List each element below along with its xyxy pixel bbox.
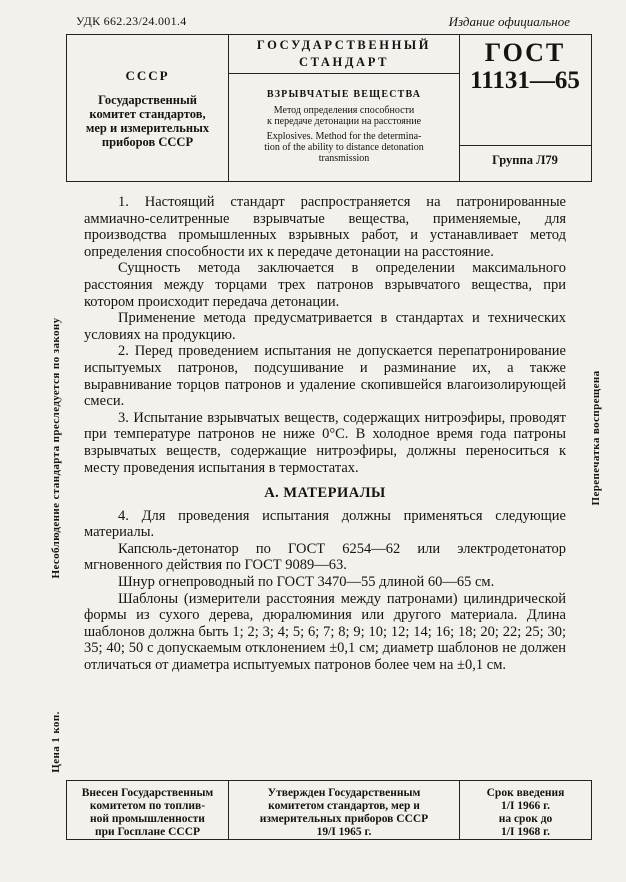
paragraph-templates: Шаблоны (измерители расстояния между патронами) цилиндрической формы из сухого дерева, дюралюминия или другого материала. Длина шаблонов должна быть 1; 2; 3; 4; 5; 6; 7; 8; 9; 10; 12; 14; 16; 18; 20; 22; 25; 30; 35; 40; 50 с допускаемым отклонением ±0,1 см; диаметр шаблонов не должен отличаться от диаметра испытуемых патронов более чем на ±0,1 см. — [84, 590, 566, 674]
effective-dates: Срок введения 1/I 1966 г. на срок до 1/I 1968 г. — [486, 787, 565, 838]
paragraph-essence: Сущность метода заключается в определении максимального расстояния между торцами трех патронов взрывчатого вещества, при котором происходит передача детонации. — [84, 260, 566, 310]
paragraph-application: Применение метода предусматривается в стандартах и технических условиях на продукцию. — [84, 310, 566, 343]
udk-code: УДК 662.23/24.001.4 — [76, 14, 187, 28]
gost-label: ГОСТ — [484, 38, 566, 67]
group-code: Группа Л79 — [492, 153, 558, 167]
subject-title: ВЗРЫВЧАТЫЕ ВЕЩЕСТВА — [266, 89, 422, 100]
header-block — [66, 34, 592, 182]
edition-label: Издание официальное — [448, 14, 570, 29]
reprint-notice: Перепечатка воспрещена — [590, 370, 602, 506]
section-heading: А. МАТЕРИАЛЫ — [264, 485, 386, 502]
method-title-ru: Метод определения способности к передаче детонации на расстояние — [266, 105, 422, 127]
country-label: СССР — [125, 68, 170, 83]
committee-name: Государственный комитет стандартов, мер и измерительных приборов СССР — [85, 93, 210, 149]
paragraph-1: 1. Настоящий стандарт распространяется на патронированные аммиачно-селитренные взрывчатые вещества, применяемые, для производства промышленных взрывных работ, и устанавливает метод определения способности их к передаче детонации на расстояние. — [84, 194, 566, 260]
paragraph-detonator: Капсюль-детонатор по ГОСТ 6254—62 или электродетонатор мгновенного действия по ГОСТ 9089—63. — [84, 540, 566, 574]
price-label: Цена 1 коп. — [50, 711, 62, 773]
standard-title: ГОСУДАРСТВЕННЫЙ СТАНДАРТ — [256, 38, 432, 69]
paragraph-fuse: Шнур огнепроводный по ГОСТ 3470—55 длиной 60—65 см. — [118, 574, 495, 591]
paragraph-4: 4. Для проведения испытания должны применяться следующие материалы. — [84, 507, 566, 541]
paragraph-2: 2. Перед проведением испытания не допускается перепатронирование испытуемых патронов, подсушивание и разминание их, а также выравнивание торцов патронов и удаление скопившейся влагоизолирующей смеси. — [84, 343, 566, 410]
legal-notice: Несоблюдение стандарта преследуется по закону — [50, 317, 62, 579]
gost-number: 11131—65 — [470, 67, 580, 94]
method-title-en: Explosives. Method for the determina- tion of the ability to distance detonation transmission — [264, 131, 424, 164]
document-body — [84, 194, 566, 674]
footer-block — [66, 780, 592, 840]
submitted-by: Внесен Государственным комитетом по топлив- ной промышленности при Госплане СССР — [81, 787, 214, 838]
approved-by: Утвержден Государственным комитетом стандартов, мер и измерительных приборов СССР 19/I 1965 г. — [259, 787, 429, 838]
paragraph-3: 3. Испытание взрывчатых веществ, содержащих нитроэфиры, проводят при температуре патронов не ниже 0°С. В холодное время года патроны взрывчатых веществ, содержащие нитроэфиры, должны переноситься к месту проведения испытания в термостатах. — [84, 409, 566, 476]
